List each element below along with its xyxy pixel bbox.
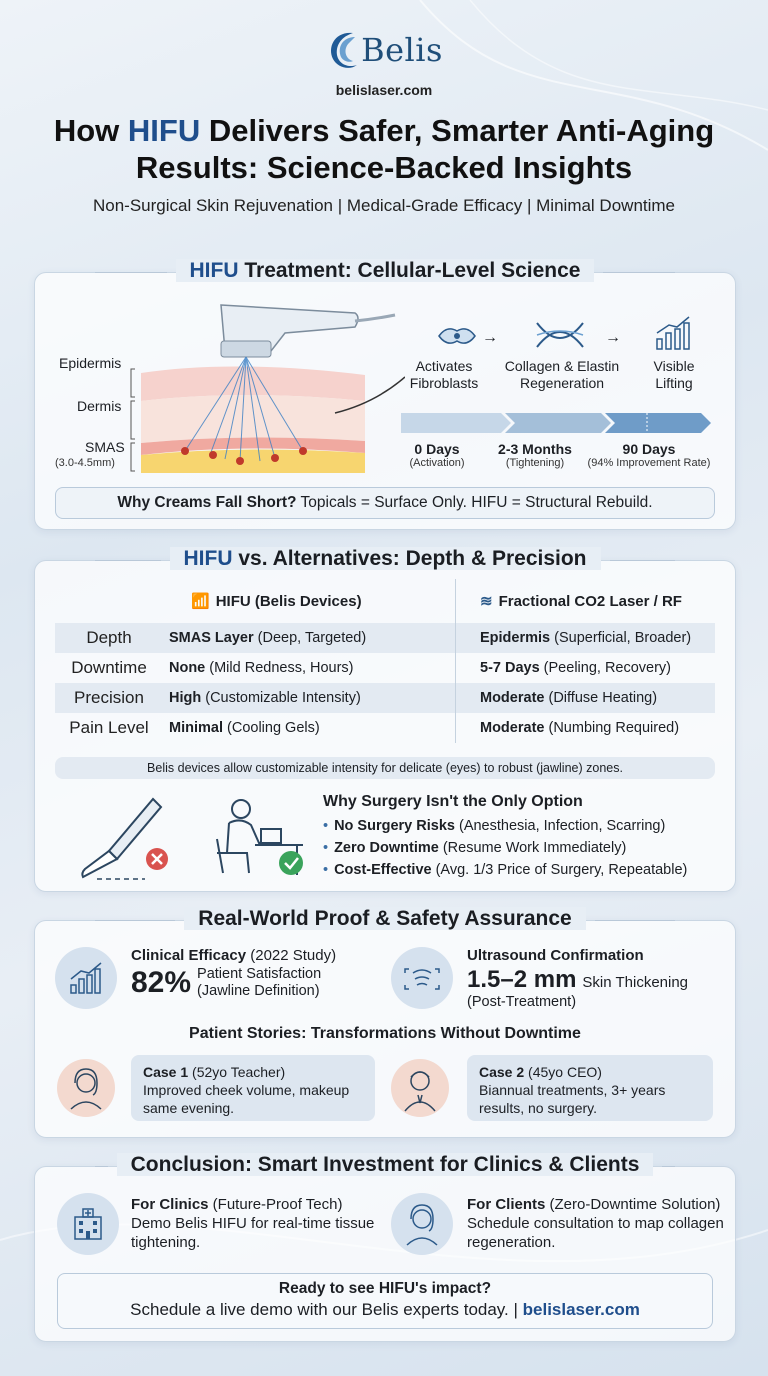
stories-title: Patient Stories: Transformations Without Downtime <box>189 1025 581 1042</box>
step-collagen: Collagen & Elastin Regeneration <box>504 358 620 391</box>
case-1-card: Case 1 (52yo Teacher) Improved cheek volume, makeup same evening. <box>131 1055 375 1121</box>
clinical-efficacy: Clinical Efficacy (2022 Study) 82% Patient Satisfaction (Jawline Definition) <box>131 947 337 999</box>
proof-title: Real-World Proof & Safety Assurance <box>35 907 735 931</box>
swirl-logo-icon <box>325 27 359 73</box>
chart-icon <box>55 947 117 1009</box>
table-header-row <box>55 579 715 623</box>
timeline-90-days: 90 Days (94% Improvement Rate) <box>587 441 711 469</box>
science-title: HIFU Treatment: Cellular-Level Science <box>35 259 735 283</box>
ultrasound-confirmation: Ultrasound Confirmation 1.5–2 mm Skin Thickening (Post-Treatment) <box>467 947 689 1010</box>
thickening-stat: 1.5–2 mm <box>467 966 577 993</box>
collagen-icon <box>535 317 585 353</box>
cta-title: Ready to see HIFU's impact? <box>278 1280 492 1297</box>
ultrasound-icon <box>391 947 453 1009</box>
list-item: • No Surgery Risks (Anesthesia, Infection, Scarring) <box>323 815 723 837</box>
avatar-woman-icon <box>57 1059 115 1117</box>
header <box>0 24 768 216</box>
clinic-building-icon <box>57 1193 119 1255</box>
conclusion-panel <box>34 1153 736 1342</box>
comparison-table <box>55 579 715 743</box>
page-subtitle: Non-Surgical Skin Rejuvenation | Medical-Grade Efficacy | Minimal Downtime <box>92 196 676 215</box>
smas-depth: (3.0-4.5mm) <box>55 457 115 469</box>
satisfaction-stat: 82% <box>131 966 192 999</box>
client-avatar-icon <box>391 1193 453 1255</box>
comparison-title: HIFU vs. Alternatives: Depth & Precision <box>35 547 735 571</box>
table-row: Downtime None (Mild Redness, Hours) 5-7 Days (Peeling, Recovery) <box>55 653 715 683</box>
table-row: Depth SMAS Layer (Deep, Targeted) Epidermis (Superficial, Broader) <box>55 623 715 653</box>
conclusion-title: Conclusion: Smart Investment for Clinics & Clients <box>35 1153 735 1177</box>
col-hifu-header: HIFU (Belis Devices) <box>215 593 362 610</box>
layer-label-epidermis: Epidermis <box>59 355 122 371</box>
timeline-2-3-months: 2-3 Months (Tightening) <box>498 441 572 469</box>
col-laser-header: Fractional CO2 Laser / RF <box>498 593 682 610</box>
for-clients: For Clients (Zero-Downtime Solution) Schedule consultation to map collagen regeneration. <box>467 1196 724 1251</box>
site-url[interactable]: belislaser.com <box>335 82 433 98</box>
for-clinics: For Clinics (Future-Proof Tech) Demo Belis HIFU for real-time tissue tightening. <box>131 1196 375 1251</box>
timeline-0-days: 0 Days (Activation) <box>409 441 465 469</box>
why-creams-bar: Why Creams Fall Short? Topicals = Surface Only. HIFU = Structural Rebuild. <box>55 487 715 519</box>
cta-box: Ready to see HIFU's impact? Schedule a live demo with our Belis experts today. | belislaser.com <box>57 1273 713 1329</box>
timeline-bar <box>401 411 713 435</box>
wifi-icon: 📶 <box>191 593 210 610</box>
case-2-card: Case 2 (45yo CEO) Biannual treatments, 3+ years results, no surgery. <box>467 1055 713 1121</box>
page-title: How HIFU Delivers Safer, Smarter Anti-Aging Results: Science-Backed Insights <box>53 113 715 185</box>
fibroblast-icon <box>435 321 479 351</box>
customizable-note: Belis devices allow customizable intensity for delicate (eyes) to robust (jawline) zones. <box>55 757 715 779</box>
growth-chart-icon <box>653 315 693 351</box>
step-fibroblasts: Activates Fibroblasts <box>409 358 479 391</box>
laser-icon: ≋ <box>480 593 493 610</box>
comparison-panel <box>34 547 736 892</box>
scalpel-icon <box>73 795 183 885</box>
step-arrow-2-icon: → <box>605 329 621 346</box>
layer-label-smas: SMAS <box>85 439 125 455</box>
science-panel <box>34 259 736 530</box>
avatar-man-icon <box>391 1059 449 1117</box>
list-item: • Cost-Effective (Avg. 1/3 Price of Surgery, Repeatable) <box>323 859 723 881</box>
surgery-title: Why Surgery Isn't the Only Option <box>323 793 583 810</box>
step-lifting: Visible Lifting <box>653 358 695 391</box>
table-row: Precision High (Customizable Intensity) Moderate (Diffuse Heating) <box>55 683 715 713</box>
table-row: Pain Level Minimal (Cooling Gels) Moderate (Numbing Required) <box>55 713 715 743</box>
desk-worker-icon <box>203 793 313 883</box>
belis-logo[interactable] <box>325 24 443 76</box>
surgery-block <box>323 793 723 881</box>
cta-link[interactable]: belislaser.com <box>522 1300 640 1319</box>
step-arrow-1-icon: → <box>482 329 498 346</box>
layer-label-dermis: Dermis <box>77 398 122 414</box>
proof-panel <box>34 907 736 1138</box>
list-item: • Zero Downtime (Resume Work Immediately) <box>323 837 723 859</box>
logo-text: Belis <box>361 31 443 69</box>
